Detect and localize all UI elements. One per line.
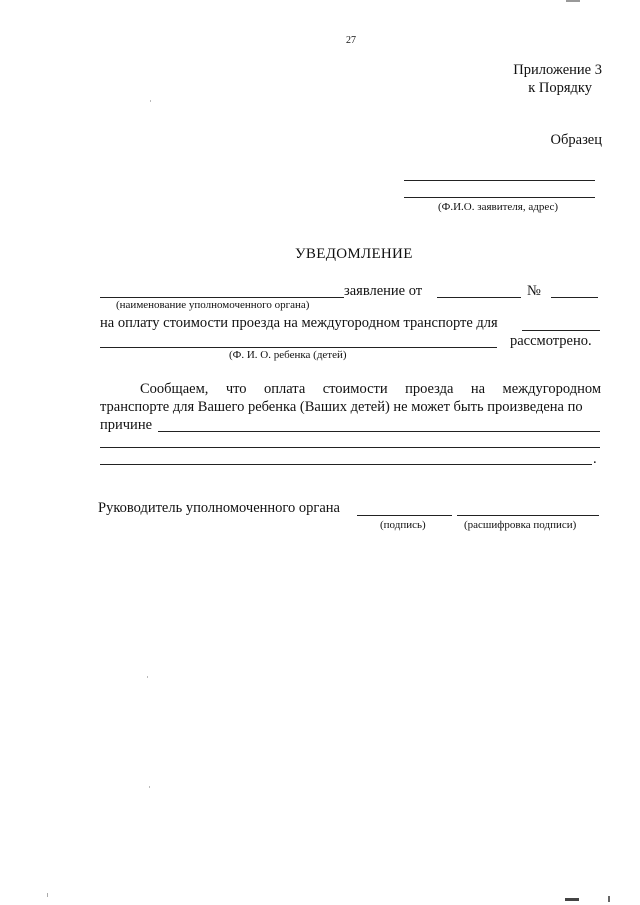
reason-line-1 [158, 431, 600, 432]
scan-mark-top [566, 0, 580, 2]
scan-mark-bottom-right [608, 896, 610, 902]
notice-line-1: Сообщаем, что оплата стоимости проезда на междугородном [140, 381, 601, 397]
org-caption: (наименование уполномоченного органа) [116, 299, 310, 311]
purpose-fill-line [522, 330, 600, 331]
application-number-label: № [527, 283, 541, 299]
notice-line-2: транспорте для Вашего ребенка (Ваших детей) не может быть произведена по [100, 399, 583, 415]
applicant-caption: (Ф.И.О. заявителя, адрес) [438, 201, 559, 213]
reason-line-2 [100, 447, 600, 448]
appendix-line-2: к Порядку [528, 80, 592, 96]
reason-end-period: . [593, 451, 597, 467]
considered-text: рассмотрено. [510, 333, 592, 349]
signature-decode-line [457, 515, 599, 516]
sample-label: Образец [550, 132, 602, 148]
reason-label: причине [100, 417, 153, 433]
child-name-line [100, 347, 497, 348]
applicant-address-line [404, 197, 595, 198]
head-label: Руководитель уполномоченного органа [98, 500, 340, 516]
applicant-name-line [404, 180, 595, 181]
scan-mark-bottom [565, 898, 579, 901]
scan-dot-left [47, 893, 48, 897]
signature-decode-caption: (расшифровка подписи) [464, 519, 577, 531]
page-number: 27 [346, 35, 356, 46]
signature-caption: (подпись) [380, 519, 426, 531]
signature-line [357, 515, 452, 516]
child-caption: (Ф. И. О. ребенка (детей) [229, 349, 347, 361]
org-name-line [100, 297, 344, 298]
application-number-line [551, 297, 598, 298]
scan-dot-1 [150, 100, 151, 102]
application-date-line [437, 297, 521, 298]
application-from-label: заявление от [344, 283, 423, 299]
reason-line-3 [100, 464, 592, 465]
scan-dot-3 [149, 786, 150, 788]
scan-dot-2 [147, 676, 148, 678]
document-title: УВЕДОМЛЕНИЕ [295, 246, 413, 262]
purpose-text: на оплату стоимости проезда на междугородном транспорте для [100, 315, 498, 331]
appendix-line-1: Приложение 3 [513, 62, 602, 78]
